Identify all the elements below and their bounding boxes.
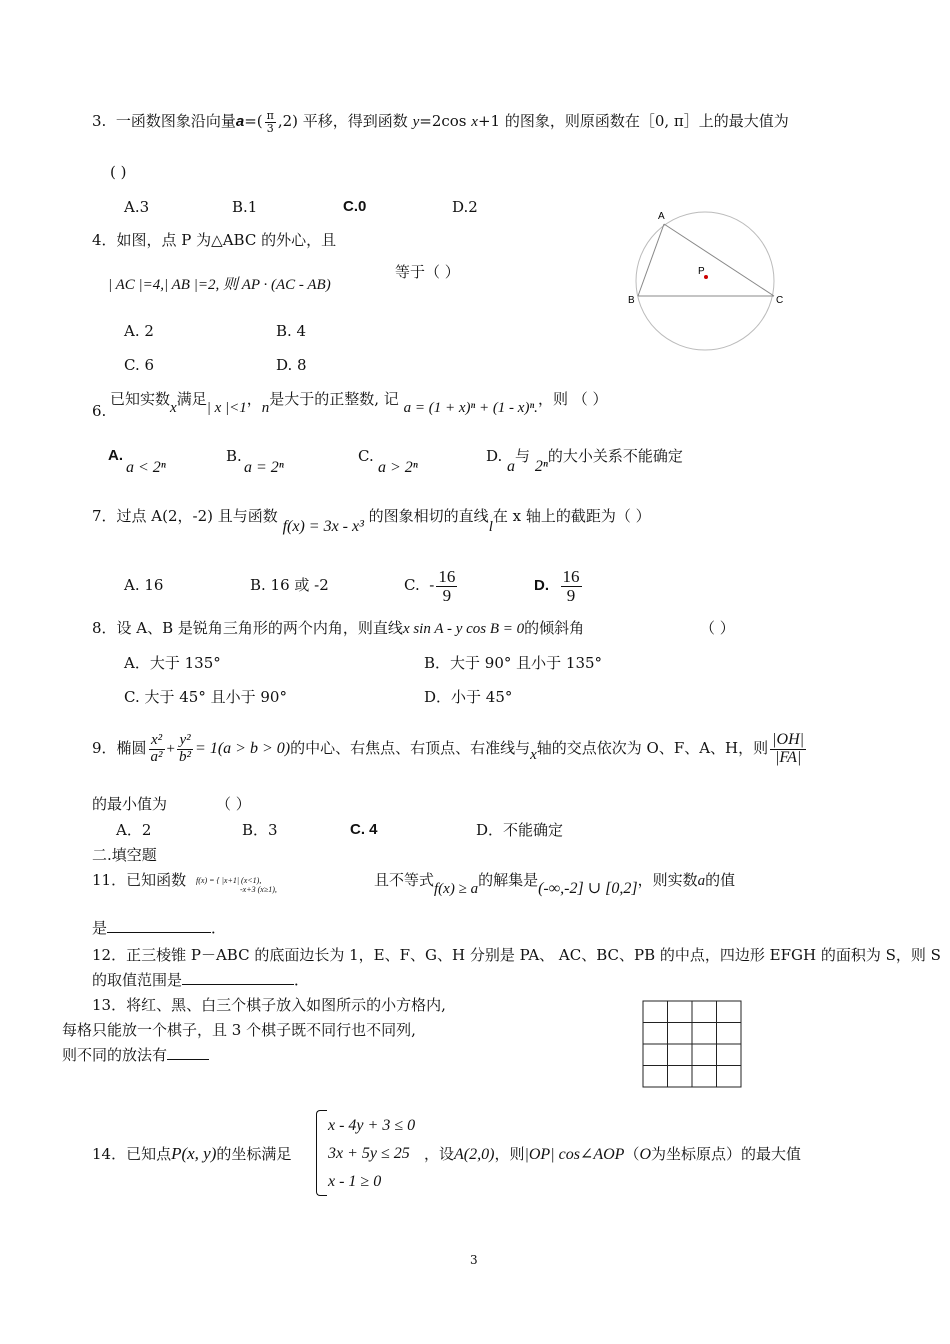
q6-choice-b-letter: B.	[226, 447, 242, 465]
q6-choice-d-tail: 的大小关系不能确定	[547, 447, 683, 465]
q7-choice-d-frac	[561, 568, 582, 605]
q13-l3: 则不同的放法有	[62, 1046, 168, 1064]
q9-choice-a: A．2	[116, 821, 152, 839]
q6-choice-d-2n: 2ⁿ	[534, 458, 548, 475]
q12-end: ．	[294, 971, 310, 989]
q9-n2: y²	[177, 733, 193, 750]
q13-line-3	[62, 1045, 209, 1065]
label-c: C	[776, 295, 784, 306]
q11-piece1: f(x) = { |x+1| (x<1),	[196, 876, 262, 885]
q6-choice-a-letter: A.	[108, 447, 123, 464]
q11-line-b	[374, 870, 736, 897]
circumcircle	[636, 212, 774, 350]
q9-frac-x	[149, 733, 165, 766]
q11-t6: 是	[92, 919, 108, 937]
q7-choice-d-label: D.	[534, 577, 549, 594]
q7-choice-c-sign: -	[429, 576, 435, 594]
q14-brace	[316, 1110, 327, 1196]
q3-choice-b: B.1	[232, 198, 258, 216]
q3-eq: =(	[244, 112, 263, 131]
q11-line-2	[92, 918, 226, 938]
q6-expr: a = (1 + x)ⁿ + (1 - x)ⁿ.	[403, 400, 538, 416]
q11-line	[92, 870, 186, 890]
label-a: A	[658, 211, 665, 222]
q6-n: n	[261, 400, 270, 416]
q14-t4: ，则	[494, 1145, 525, 1163]
q14-system	[328, 1112, 415, 1196]
q7-c-num: 16	[438, 566, 456, 586]
q9-paren: （ ）	[216, 795, 251, 813]
q11-a: a	[697, 873, 706, 889]
q12-l2: 的取值范围是	[92, 971, 183, 989]
q9-t1: 的中心、右焦点、右顶点、右准线与	[290, 739, 531, 757]
q7-l: l	[488, 519, 493, 535]
q4-circle-figure	[620, 205, 790, 353]
q6-choice-b-math: a = 2ⁿ	[244, 459, 284, 476]
q14-expr: |OP| cos∠AOP	[524, 1146, 625, 1163]
q6-x: x	[170, 400, 177, 416]
q3-paren: ( )	[110, 163, 127, 181]
q3-line	[92, 110, 789, 134]
q14-t3: ，设	[424, 1145, 455, 1163]
q9-choice-d: D．不能确定	[476, 821, 564, 839]
q7-t3: 在 x 轴上的截距为（ ）	[492, 507, 651, 525]
q14-ineq-1: x - 4y + 3 ≤ 0	[328, 1117, 416, 1134]
q6-choice-d-letter: D.	[486, 447, 503, 465]
q6-choice-d	[486, 446, 683, 475]
q14-o: O	[639, 1146, 652, 1163]
q8-line	[92, 618, 584, 639]
q11-t1: 11．已知函数	[92, 871, 187, 889]
q14-line	[92, 1144, 291, 1164]
q3-choice-a: A.3	[124, 198, 150, 216]
q3-choice-d: D.2	[452, 198, 478, 216]
q4-choice-a: A. 2	[124, 322, 154, 340]
q11-t5: 的值	[705, 871, 736, 889]
q4-line: 4．如图，点 P 为△ABC 的外心，且	[92, 231, 337, 249]
q6-t4: 是大于的正整数, 记	[269, 390, 399, 408]
q6-cond: | x |<1	[206, 400, 247, 416]
q9-d1: a²	[150, 748, 163, 765]
q4-cond-a: | AC |=4,| AB |=2, 则	[108, 277, 238, 293]
q14-t1: 14．已知点	[92, 1145, 172, 1163]
q8-eq: x sin A - y cos B = 0	[402, 621, 525, 637]
q8-choice-d: D．小于 45°	[424, 688, 513, 706]
q11-piecewise	[196, 876, 277, 894]
label-p: P	[698, 266, 705, 277]
q7-choice-c-frac	[436, 568, 457, 605]
q9-fn: |OH|	[772, 730, 805, 748]
q9-n1: x²	[149, 733, 165, 750]
q7-choice-c-label: C.	[404, 576, 420, 594]
q6-t2: 满足	[176, 390, 207, 408]
q6-line	[110, 389, 608, 416]
q9-line	[92, 728, 808, 769]
q8-t1: 8．设 A、B 是锐角三角形的两个内角，则直线	[92, 619, 403, 637]
q9-x: x	[530, 747, 537, 763]
q3-fraction	[265, 110, 276, 134]
q11-t3: 的解集是	[478, 871, 539, 889]
q9-t2: 轴的交点依次为 O、F、A、H，则	[536, 739, 769, 757]
q6-choice-d-a: a	[507, 458, 516, 475]
q3-frac-num: π	[266, 109, 274, 122]
q9-tail: 的最小值为	[92, 795, 168, 813]
q14-p: P(x, y)	[171, 1144, 217, 1163]
q7-choice-a: A. 16	[124, 576, 164, 594]
q6-choice-d-mid: 与	[515, 447, 531, 465]
vector-a: a	[235, 113, 245, 131]
q14-t6: 为坐标原点）的最大值	[651, 1145, 802, 1163]
q8-choice-a: A．大于 135°	[124, 654, 221, 672]
q3-text-b: ,2) 平移，得到函数	[277, 112, 408, 131]
q7-t2: 的图象相切的直线	[368, 507, 489, 525]
q4-tail: 等于（ ）	[395, 263, 460, 281]
q7-choice-d	[534, 566, 584, 605]
q3-x: x	[471, 114, 478, 131]
q4-choice-b: B. 4	[276, 322, 307, 340]
label-b: B	[628, 295, 635, 306]
q3-choice-c: C.0	[343, 198, 367, 215]
side-ab	[638, 224, 664, 296]
q14-t5: （	[624, 1145, 640, 1163]
q3-frac-den: 3	[266, 121, 274, 135]
q4-condition	[108, 275, 331, 295]
q7-d-den: 9	[566, 585, 576, 605]
q8-choice-b: B．大于 90° 且小于 135°	[424, 654, 603, 672]
q9-choice-b: B．3	[242, 821, 278, 839]
q14-t2: 的坐标满足	[216, 1145, 292, 1163]
q7-d-num: 16	[562, 566, 580, 586]
q6-t1: 已知实数	[110, 390, 171, 408]
q11-ineq: f(x) ≥ a	[434, 881, 479, 897]
q6-choice-c-letter: C.	[358, 447, 374, 465]
q11-t2: 且不等式	[374, 871, 435, 889]
q12-answer-blank[interactable]	[182, 984, 294, 985]
q13-grid	[642, 1000, 744, 1090]
q7-t1: 7．过点 A(2，-2) 且与函数	[92, 507, 278, 525]
q7-choice-c	[404, 566, 459, 604]
q8-paren: （ ）	[700, 619, 735, 637]
q9-choice-c: C. 4	[350, 821, 378, 838]
q4-choice-d: D. 8	[276, 356, 307, 374]
q13-line-2: 每格只能放一个棋子，且 3 个棋子既不同行也不同列,	[62, 1021, 416, 1039]
q4-cond-b: AP · (AC - AB)	[241, 277, 331, 293]
q14-line-b	[424, 1144, 801, 1165]
q11-answer-blank[interactable]	[107, 932, 211, 933]
q9-fd: |FA|	[774, 748, 802, 766]
q3-text-c: =2cos	[419, 112, 467, 131]
q8-t2: 的倾斜角	[524, 619, 585, 637]
q6-t3: ，	[246, 390, 262, 408]
q6-choice-a-math: a < 2ⁿ	[126, 459, 166, 476]
q4-choice-c: C. 6	[124, 356, 155, 374]
page-number: 3	[470, 1253, 478, 1267]
q14-a: A(2,0)	[454, 1146, 495, 1163]
q9-frac-ratio	[770, 732, 806, 767]
q8-choice-c: C. 大于 45° 且小于 90°	[124, 688, 287, 706]
section-fill-in-title: 二.填空题	[92, 846, 157, 864]
side-ac	[664, 224, 774, 296]
q3-y: y	[412, 114, 420, 131]
q9-eq: = 1(a > b > 0)	[195, 740, 291, 757]
q14-ineq-3: x - 1 ≥ 0	[328, 1173, 382, 1190]
q13-answer-blank[interactable]	[167, 1059, 209, 1060]
q3-number: 3.	[92, 112, 107, 131]
q7-fx: f(x) = 3x - x³	[282, 518, 364, 535]
q9-plus: +	[166, 741, 176, 757]
q7-choice-b: B. 16 或 -2	[250, 576, 329, 594]
q11-t4: ，则实数	[637, 871, 698, 889]
q9-num: 9．椭圆	[92, 739, 147, 757]
q9-frac-y	[177, 733, 193, 766]
q11-piece2: -x+3 (x≥1),	[240, 885, 277, 894]
q3-text-d: +1 的图象，则原函数在［0, π］上的最大值为	[477, 112, 789, 131]
q3-text-a: 一函数图象沿向量	[115, 112, 236, 131]
q14-ineq-2: 3x + 5y ≤ 25	[328, 1145, 410, 1162]
q7-line	[92, 506, 651, 535]
q6-t5: ，则 （ ）	[537, 390, 608, 408]
q12-line-2	[92, 970, 309, 990]
q6-number: 6.	[92, 402, 107, 420]
q7-c-den: 9	[442, 585, 452, 605]
q6-choice-c-math: a > 2ⁿ	[378, 459, 418, 476]
q12-line-1: 12．正三棱锥 P－ABC 的底面边长为 1，E、F、G、H 分别是 PA、 AC、BC、PB 的中点，四边形 EFGH 的面积为 S，则 S	[92, 946, 941, 964]
q11-end: ．	[211, 919, 227, 937]
q13-line-1: 13．将红、黑、白三个棋子放入如图所示的小方格内,	[92, 996, 446, 1014]
q11-set: (-∞,-2] ∪ [0,2]	[538, 880, 638, 897]
q9-d2: b²	[179, 748, 192, 765]
